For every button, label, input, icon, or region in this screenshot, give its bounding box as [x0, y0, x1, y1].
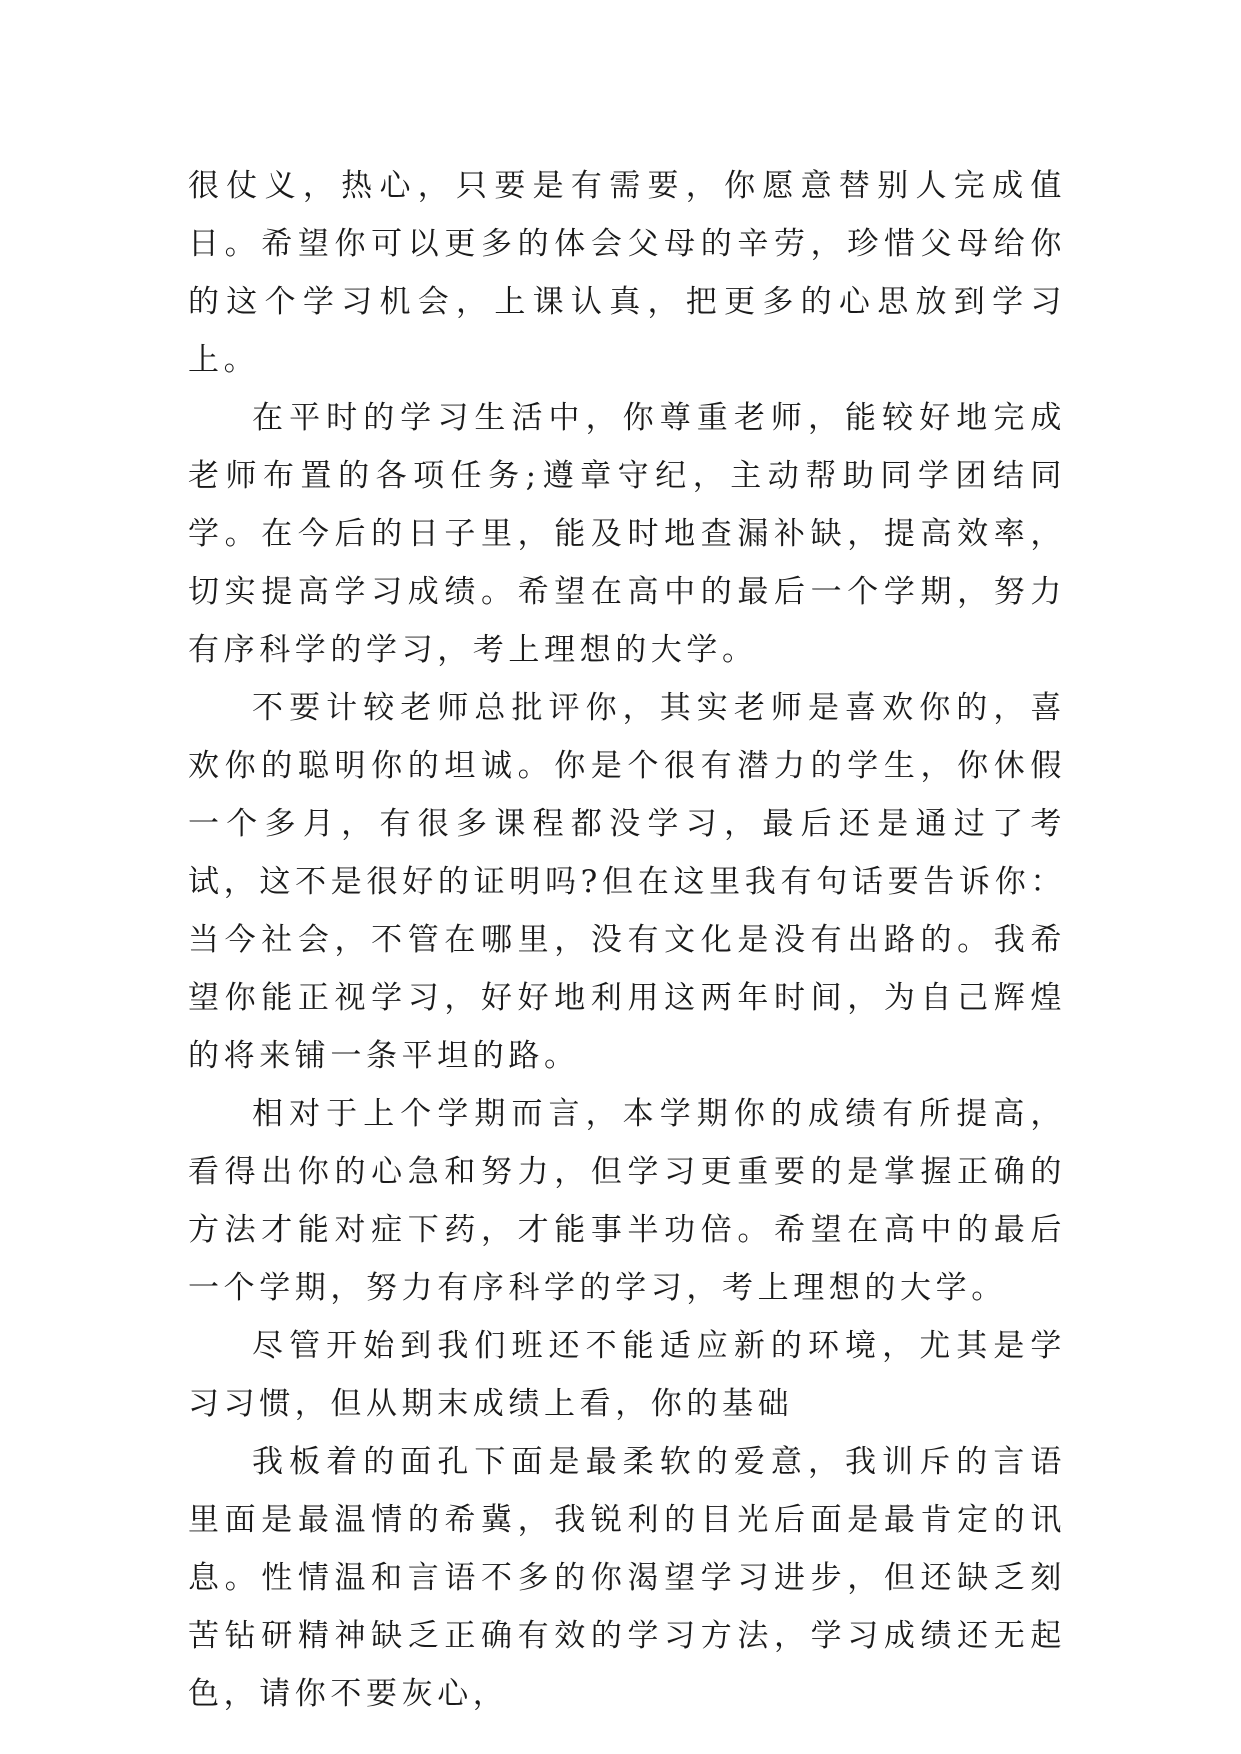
- paragraph-4: 相对于上个学期而言，本学期你的成绩有所提高，看得出你的心急和努力，但学习更重要的是掌握正确的方法才能对症下药，才能事半功倍。希望在高中的最后一个学期，努力有序科学的学习，考上理想的大学。: [188, 1096, 1066, 1306]
- paragraph-6: 我板着的面孔下面是最柔软的爱意，我训斥的言语里面是最温情的希冀，我锐利的目光后面是最肯定的讯息。性情温和言语不多的你渴望学习进步，但还缺乏刻苦钻研精神缺乏正确有效的学习方法，学习成绩还无起色，请你不要灰心，: [188, 1444, 1066, 1712]
- paragraph-2: 在平时的学习生活中，你尊重老师，能较好地完成老师布置的各项任务;遵章守纪，主动帮助同学团结同学。在今后的日子里，能及时地查漏补缺，提高效率，切实提高学习成绩。希望在高中的最后一个学期，努力有序科学的学习，考上理想的大学。: [188, 400, 1066, 668]
- paragraph-3: 不要计较老师总批评你，其实老师是喜欢你的，喜欢你的聪明你的坦诚。你是个很有潜力的学生，你休假一个多月，有很多课程都没学习，最后还是通过了考试，这不是很好的证明吗?但在这里我有句话要告诉你：当今社会，不管在哪里，没有文化是没有出路的。我希望你能正视学习，好好地利用这两年时间，为自己辉煌的将来铺一条平坦的路。: [188, 690, 1066, 1074]
- document-body: [188, 157, 1066, 1723]
- paragraph-1: 很仗义，热心，只要是有需要，你愿意替别人完成值日。希望你可以更多的体会父母的辛劳，珍惜父母给你的这个学习机会，上课认真，把更多的心思放到学习上。: [188, 168, 1066, 378]
- paragraph-5: 尽管开始到我们班还不能适应新的环境，尤其是学习习惯，但从期末成绩上看，你的基础: [188, 1328, 1066, 1422]
